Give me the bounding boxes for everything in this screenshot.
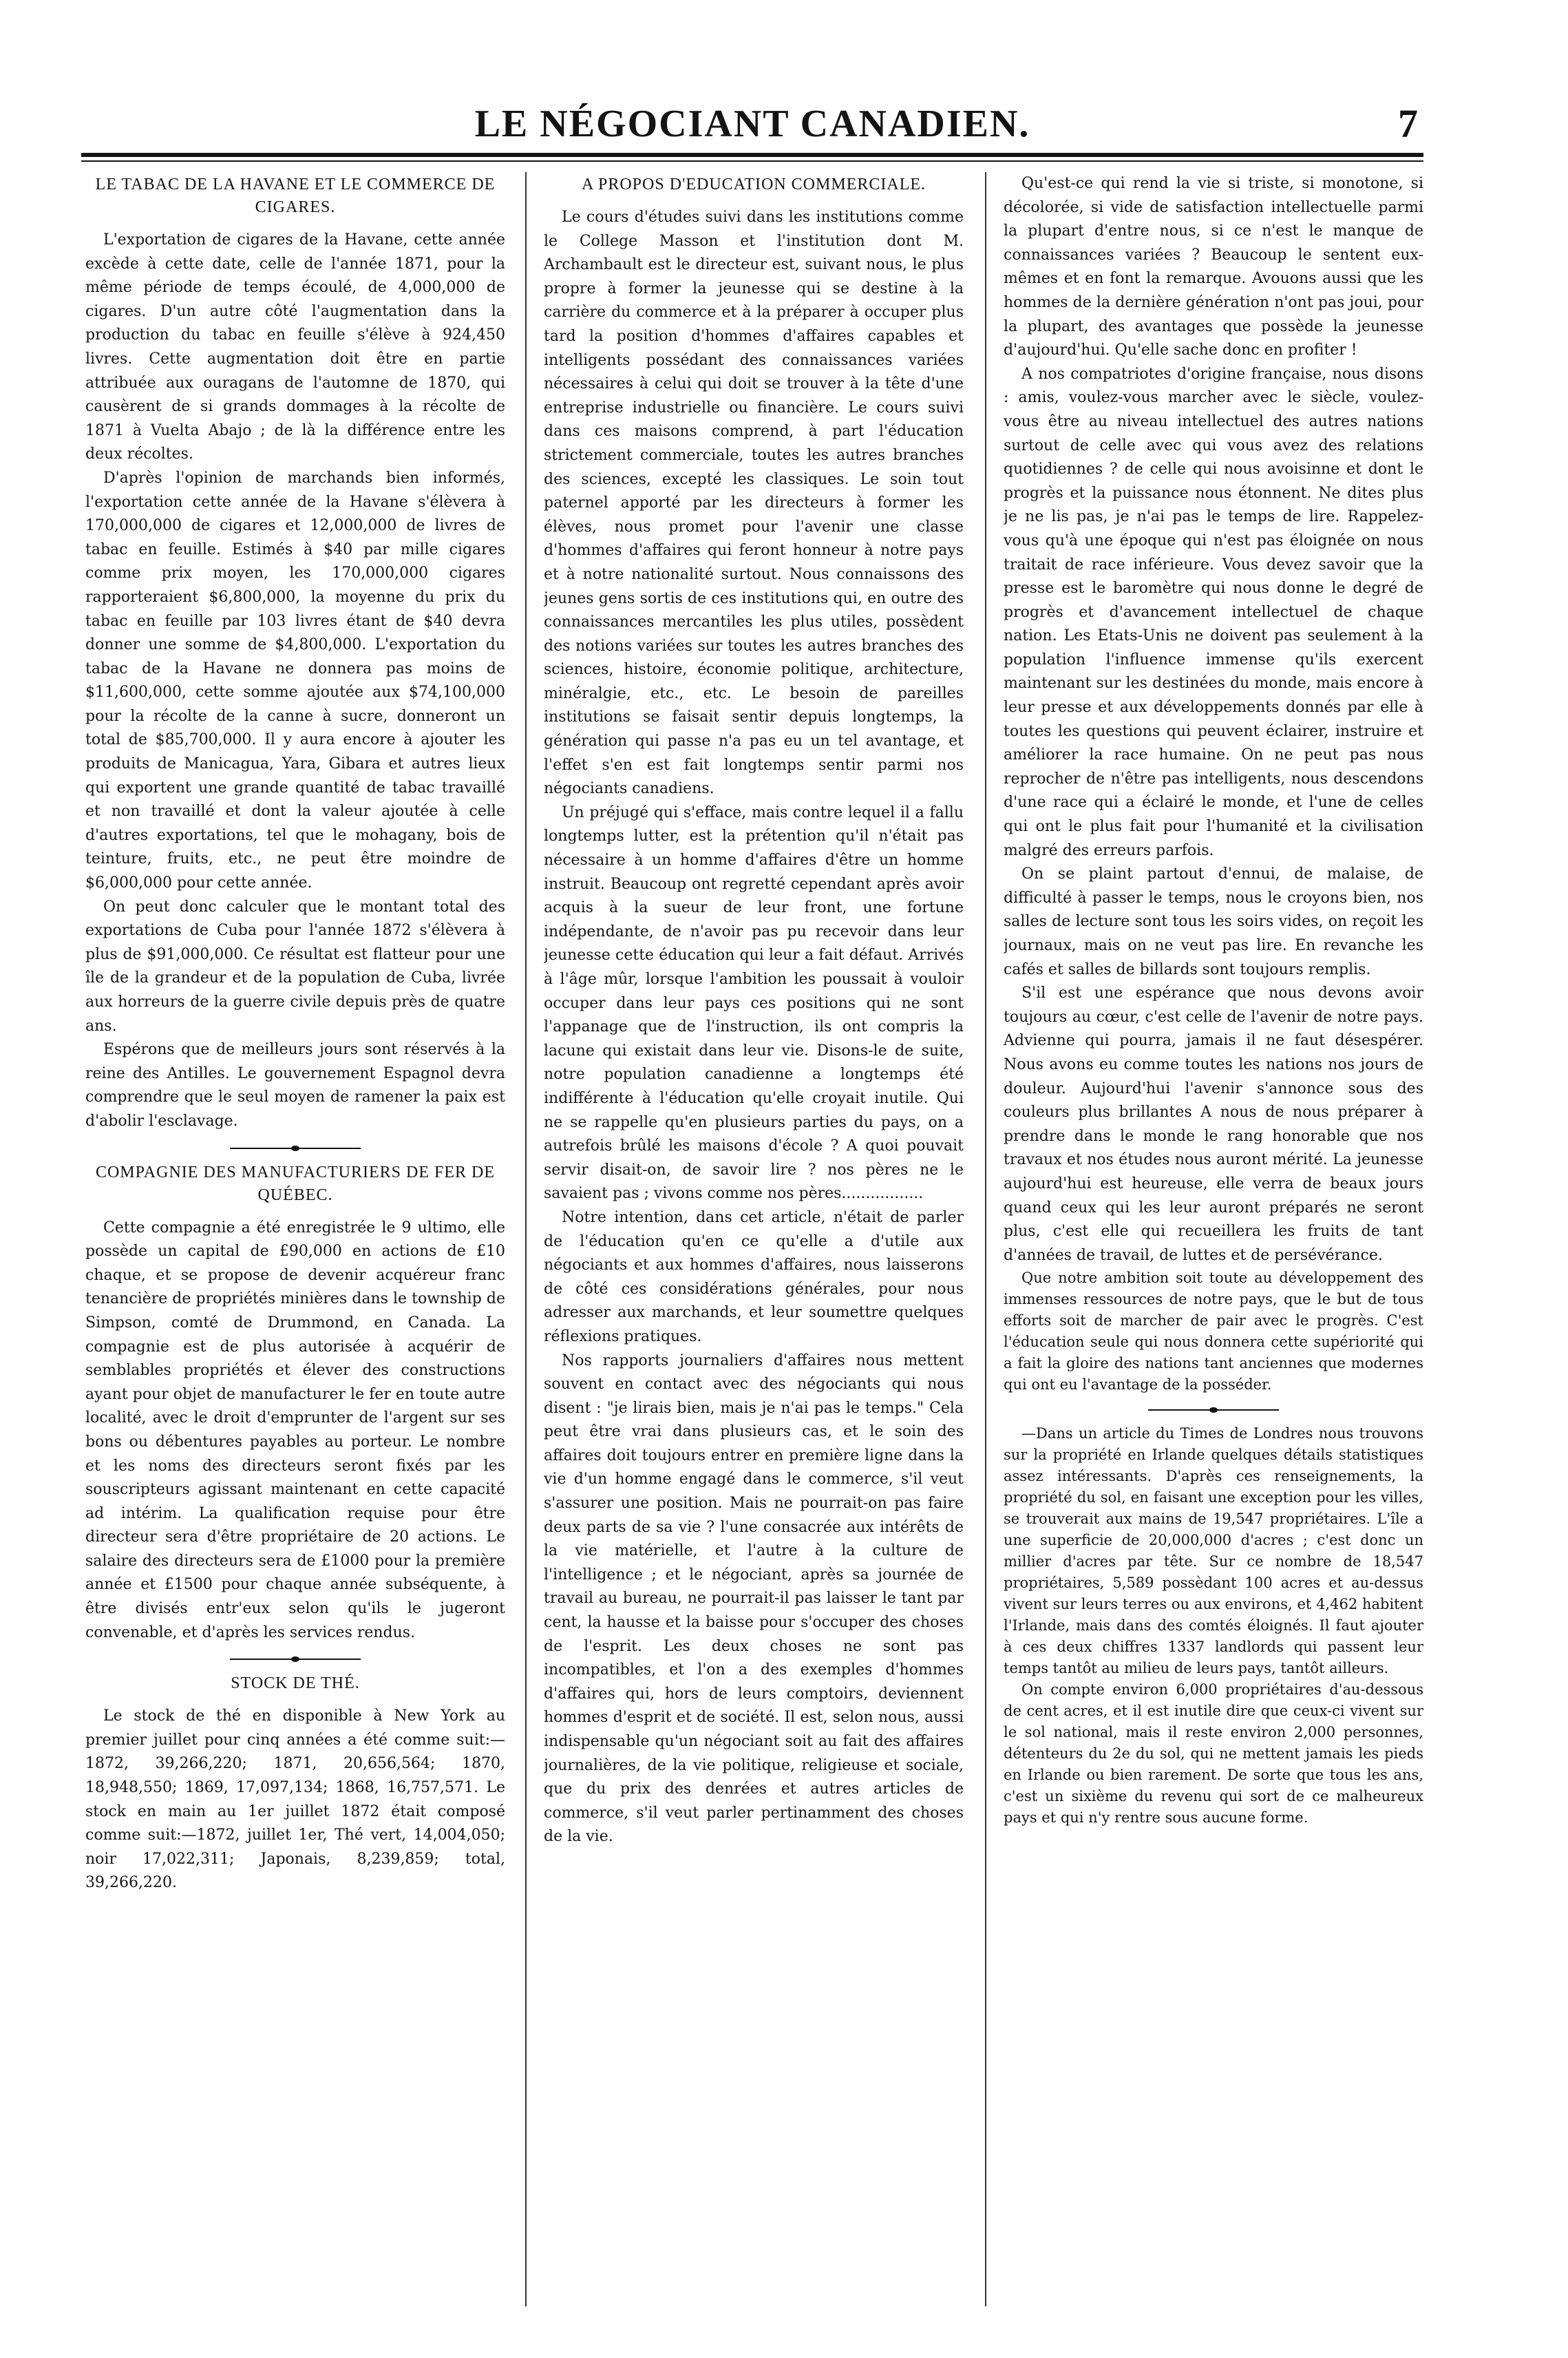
section-ornament <box>230 1656 361 1663</box>
article-paragraph: Un préjugé qui s'efface, mais contre lequel il a fallu longtemps lutter, est la prétention qu'il n'était pas nécessaire à un homme d'affaires d'être un homme instruit. Beaucoup ont regretté cependant après avoir acquis à la sueur de leur front, une fortune indépendante, de n'avoir pas pu recevoir dans leur jeunesse cette éducation qui leur a fait défaut. Arrivés à l'âge mûr, lorsque l'ambition les poussait à vouloir occuper dans leur pays ces positions qui ne sont l'appanage que de l'instruction, ils ont compris la lacune qui existait dans leur vie. Disons-le de suite, notre population canadienne a longtemps été indifférente à l'éducation qu'elle croyait inutile. Qui ne se rappelle qu'en plusieurs parties du pays, on a autrefois brûlé les maisons d'école ? A quoi pouvait servir disait-on, de savoir lire ? nos pères ne le savaient pas ; vivons comme nos pères................. <box>544 803 964 1203</box>
column-divider-2 <box>985 172 986 2306</box>
article-paragraph: Le cours d'études suivi dans les institutions comme le College Masson et l'institution dont M. Archambault est le directeur est, suivant nous, le plus propre à former la jeunesse qui se destine à la carrière du commerce et à la préparer à occuper plus tard la position d'hommes d'affaires capables et intelligents possédant des connaissances variées nécessaires à celui qui doit se trouver à la tête d'une entreprise industrielle ou financière. Le cours suivi dans ces maisons comprend, à part l'éducation strictement commerciale, toutes les autres branches des sciences, excepté les classiques. Le soin tout paternel apporté par les directeurs à former les élèves, nous promet pour l'avenir une classe d'hommes d'affaires qui feront honneur à notre pays et à notre nationalité surtout. Nous connaissons des jeunes gens sortis de ces institutions qui, en outre des connaissances mercantiles les plus utiles, possèdent des notions variées sur toutes les autres branches des sciences, histoire, économie politique, architecture, minéralgie, etc., etc. Le besoin de pareilles institutions se faisait sentir depuis longtemps, la génération qui passe n'a pas eu un tel avantage, et l'effet s'en est fait longtemps sentir parmi nos négociants canadiens. <box>544 209 964 798</box>
article-compagnie <box>85 1161 505 1645</box>
article-paragraph: Notre intention, dans cet article, n'était de parler de l'éducation qu'en ce qu'elle a d'utile aux négociants et aux hommes d'affaires, nous laisserons de côté ces considérations générales, pour nous adresser aux marchands, et leur soumettre quelques réflexions pratiques. <box>544 1208 964 1345</box>
article-heading: COMPAGNIE DES MANUFACTURIERS DE FER DE QUÉBEC. <box>95 1163 496 1204</box>
article-tabac <box>85 173 505 1134</box>
column-2 <box>544 172 964 2320</box>
article-education-continued <box>1004 172 1423 1396</box>
article-paragraph: Espérons que de meilleurs jours sont réservés à la reine des Antilles. Le gouvernement Espagnol devra comprendre que le seul moyen de ramener la paix est d'abolir l'esclavage. <box>85 1041 505 1130</box>
header-rule-thin <box>81 160 1423 162</box>
article-paragraph: A nos compatriotes d'origine française, nous disons : amis, voulez-vous marcher avec le siècle, voulez-vous être au niveau intellectuel des autres nations surtout de celle avec qui vous avez des relations quotidiennes ? de celle qui nous avoisinne et dont le progrès et la puissance nous étonnent. Ne dites plus je ne lis pas, je n'ai pas le temps de lire. Rappelez-vous qu'à une époque qui n'est pas éloignée on nous traitait de race inférieure. Vous devez savoir que la presse est le baromètre qui nous donne le degré de progrès et d'avancement intellectuel de chaque nation. Les Etats-Unis ne doivent pas seulement à la population l'influence immense qu'ils exercent maintenant sur les destinées du monde, mais encore à leur presse et aux développements donnés par elle à toutes les questions qui peuvent éclairer, instruire et améliorer la race humaine. On ne peut pas nous reprocher de n'être pas intelligents, nous descendons d'une race qui a éclairé le monde, et l'une de celles qui ont le plus fait pour l'humanité et la civilisation malgré des erreurs parfois. <box>1004 365 1423 859</box>
article-heading: STOCK DE THÉ. <box>231 1674 360 1693</box>
header-rule-thick <box>81 153 1423 157</box>
article-paragraph: On se plaint partout d'ennui, de malaise, de difficulté à passer le temps, nous le croyons bien, nos salles de lecture sont tous les soirs vides, on reçoit les journaux, mais on ne veut pas lire. En revanche les cafés et salles de billards sont toujours remplis. <box>1004 865 1423 978</box>
article-stock-the <box>85 1672 505 1895</box>
article-heading: LE TABAC DE LA HAVANE ET LE COMMERCE DE CIGARES. <box>95 176 496 216</box>
article-paragraph: D'après l'opinion de marchands bien informés, l'exportation cette année de la Havane s'élèvera à 170,000,000 de cigares et 12,000,000 de livres de tabac en feuille. Estimés à $40 par mille cigares comme prix moyen, les 170,000,000 cigares rapporteraient $6,800,000, la moyenne du prix du tabac en feuille par 103 livres étant de $40 devra donner une somme de $4,800,000. L'exportation du tabac de la Havane ne donnera pas moins de $11,600,000, cette somme ajoutée aux $74,100,000 pour la récolte de la canne à sucre, donneront un total de $85,700,000. Il y aura encore à ajouter les produits de Manicagua, Yara, Gibara et autres lieux qui exportent une grande quantité de tabac travaillé et non travaillé et dont la valeur ajoutée à celle d'autres exportations, tel que le mohagany, bois de teinture, fruits, etc., ne peut être moindre de $6,000,000 pour cette année. <box>85 469 505 892</box>
column-divider-1 <box>525 172 527 2306</box>
article-paragraph: Le stock de thé en disponible à New York au premier juillet pour cinq années a été comme suit:—1872, 39,266,220; 1871, 20,656,564; 1870, 18,948,550; 1869, 17,097,134; 1868, 16,757,571. Le stock en main au 1er juillet 1872 était composé comme suit:—1872, juillet 1er, Thé vert, 14,004,050; noir 17,022,311; Japonais, 8,239,859; total, 39,266,220. <box>85 1707 505 1892</box>
article-irlande <box>1004 1423 1423 1829</box>
article-paragraph: L'exportation de cigares de la Havane, cette année excède à cette date, celle de l'année 1871, pour la même période de temps écoulé, de 4,000,000 de cigares. D'un autre côté l'augmentation dans la production du tabac en feuille s'élève à 924,450 livres. Cette augmentation doit être en partie attribuée aux ouragans de l'automne de 1870, qui causèrent de si grands dommages à la récolte de 1871 à Vuelta Abajo ; de là la différence entre les deux récoltes. <box>85 231 505 463</box>
section-ornament <box>1148 1407 1279 1413</box>
article-heading: A PROPOS D'EDUCATION COMMERCIALE. <box>581 176 926 193</box>
article-education <box>544 173 964 1849</box>
article-paragraph: Que notre ambition soit toute au développement des immenses ressources de notre pays, que le but de tous efforts soit de marcher de pair avec le progrès. C'est l'éducation seule qui nous donnera cette supériorité qui a fait la gloire des nations tant anciennes que modernes qui ont eu l'avantage de la posséder. <box>1004 1270 1423 1393</box>
section-ornament <box>230 1145 361 1152</box>
article-paragraph: On compte environ 6,000 propriétaires d'au-dessous de cent acres, et il est inutile dire que ceux-ci vivent sur le sol national, mais il reste environ 2,000 personnes, détenteurs du 2e du sol, qui ne mettent jamais les pieds en Irlande ou bien rarement. De sorte que tous les ans, c'est un sixième du revenu qui sort de ce malheureux pays et qui n'y rentre sous aucune forme. <box>1004 1681 1423 1827</box>
article-paragraph: Cette compagnie a été enregistrée le 9 ultimo, elle possède un capital de £90,000 en actions de £10 chaque, et se propose de devenir acquéreur franc tenancière de propriétés minières dans le township de Simpson, comté de Drummond, en Canada. La compagnie est de plus autorisée à acquérir de semblables propriétés et élever des constructions ayant pour objet de manufacturer le fer en toute autre localité, avec le droit d'emprunter de l'argent sur ses bons ou débentures payables au porteur. Le nombre et les noms des directeurs seront fixés par les souscripteurs agissant maintenant en cette capacité ad intérim. La qualification requise pour être directeur sera d'être propriétaire de 20 actions. Le salaire des directeurs sera de £1000 pour la première année et £1500 pour chaque année subséquente, à être divisés entr'eux selon qu'ils le jugeront convenable, et d'après les services rendus. <box>85 1219 505 1641</box>
article-paragraph: Nos rapports journaliers d'affaires nous mettent souvent en contact avec des négociants qui nous disent : "je lirais bien, mais je n'ai pas le temps." Cela peut être vrai dans plusieurs cas, et le soin des affaires doit toujours entrer en première ligne dans la vie d'un homme engagé dans le commerce, s'il veut s'assurer une position. Mais ne pourrait-on pas faire deux parts de sa vie ? l'une consacrée aux intérêts de la vie matérielle, et l'autre à la culture de l'intelligence ; et le négociant, après sa journée de travail au bureau, ne pourrait-il pas laisser le tant par cent, la hausse et la baisse pour s'occuper des choses de l'esprit. Les deux choses ne sont pas incompatibles, et l'on a des exemples d'hommes d'affaires qui, hors de leurs comptoirs, deviennent hommes d'esprit et de société. Il est, selon nous, aussi indispensable qu'un négociant soit au fait des affaires journalières, de la vie politique, religieuse et sociale, que du prix des denrées et autres articles de commerce, s'il veut parler pertinamment des choses de la vie. <box>544 1351 964 1846</box>
article-paragraph: Qu'est-ce qui rend la vie si triste, si monotone, si décolorée, si vide de satisfaction intellectuelle parmi la plupart d'entre nous, si ce n'est le manque de connaissances variées ? Beaucoup le sentent eux-mêmes et en font la remarque. Avouons aussi que les hommes de la dernière génération n'ont pas joui, pour la plupart, des avantages que possède la jeunesse d'aujourd'hui. Qu'elle sache donc en profiter ! <box>1004 175 1423 359</box>
article-paragraph: S'il est une espérance que nous devons avoir toujours au cœur, c'est celle de l'avenir de notre pays. Advienne qui pourra, jamais il ne faut désespérer. Nous avons eu comme toutes les nations nos jours de douleur. Aujourd'hui l'avenir s'annonce sous des couleurs plus brillantes A nous de nous préparer à prendre dans le monde le rang honorable que nos travaux et nos études nous auront mérité. La jeunesse aujourd'hui est heureuse, elle verra de beaux jours quand ceux qui les leur auront préparés ne seront plus, c'est elle qui recueillera les fruits de tant d'années de travail, de luttes et de persévérance. <box>1004 985 1423 1264</box>
page-number: 7 <box>1398 101 1418 146</box>
newspaper-title: LE NÉGOCIANT CANADIEN. <box>474 103 1030 145</box>
page-header <box>81 95 1423 157</box>
column-1 <box>85 172 505 2320</box>
article-paragraph: On peut donc calculer que le montant total des exportations de Cuba pour l'année 1872 s'élèvera à plus de $91,000,000. Ce résultat est flatteur pour une île de la grandeur et de la population de Cuba, livrée aux horreurs de la guerre civile depuis près de quatre ans. <box>85 898 505 1035</box>
column-3 <box>1004 172 1423 2320</box>
article-paragraph: —Dans un article du Times de Londres nous trouvons sur la propriété en Irlande quelques détails statistiques assez intéressants. D'après ces renseignements, la propriété du sol, en faisant une exception pour les villes, se trouverait aux mains de 19,547 propriétaires. L'île a une superficie de 20,000,000 d'acres ; c'est donc un millier d'acres par tête. Sur ce nombre de 18,547 propriétaires, 5,589 possèdant 100 acres et au-dessus vivent sur leurs terres ou aux environs, et 4,462 habitent l'Irlande, mais dans des comtés éloignés. Il faut ajouter à ces deux chiffres 1337 landlords qui passent leur temps tantôt au milieu de leurs pays, tantôt ailleurs. <box>1004 1425 1423 1677</box>
